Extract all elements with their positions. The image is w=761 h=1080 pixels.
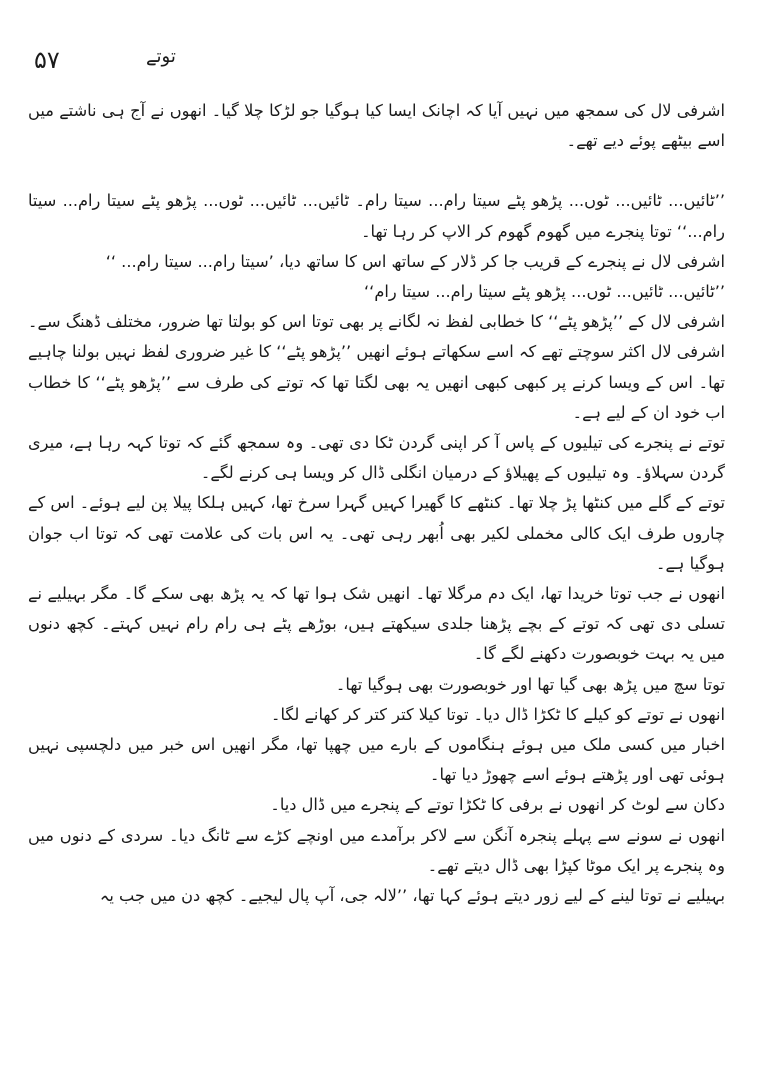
page-number: ۵۷	[34, 46, 60, 74]
paragraph: اشرفی لال نے پنجرے کے قریب جا کر ڈلار کے ساتھ اس کا ساتھ دیا، ’سیتا رام... سیتا رام... ‘‘	[105, 251, 725, 271]
paragraph: دکان سے لوٹ کر انھوں نے برفی کا ٹکڑا توتے کے پنجرے میں ڈال دیا۔	[270, 795, 725, 815]
paragraph: ’’ٹائیں... ٹائیں... ٹوں... پڑھو پٹے سیتا رام... سیتا رام‘‘	[364, 282, 725, 302]
paragraph: بہیلیے نے توتا لینے کے لیے زور دیتے ہوئے کہا تھا، ’’لالہ جی، آپ پال لیجیے۔ کچھ دن میں جب یہ	[99, 886, 725, 906]
paragraph: اشرفی لال کی سمجھ میں نہیں آیا کہ اچانک ایسا کیا ہوگیا جو لڑکا چلا گیا۔ انھوں نے آج ہی ناشتے میں اسے بیٹھے پوئے دیے تھے۔	[28, 101, 725, 151]
page-body	[28, 96, 725, 911]
running-head: توتے	[146, 46, 176, 67]
page-header	[28, 40, 733, 76]
paragraph: ’’ٹائیں... ٹائیں... ٹوں... پڑھو پٹے سیتا رام... سیتا رام۔ ٹائیں... ٹائیں... ٹوں... پڑھو پٹے سیتا رام... سیتا رام...‘‘ توتا پنجرے میں گھوم گھوم کر الاپ کر رہا تھا۔	[28, 191, 725, 241]
paragraph: توتے کے گلے میں کنٹھا پڑ چلا تھا۔ کنٹھے کا گھیرا کہیں گہرا سرخ تھا، کہیں ہلکا پیلا پن لیے ہوئے۔ اس کے چاروں طرف ایک کالی مخملی لکیر بھی اُبھر رہی تھی۔ یہ اس بات کی علامت تھی کہ توتا اب جوان ہوگیا ہے۔	[28, 493, 725, 573]
paragraph: اخبار میں کسی ملک میں ہوئے ہنگاموں کے بارے میں چھپا تھا، مگر انھیں اس خبر میں دلچسپی نہیں ہوئی تھی اور پڑھتے ہوئے اسے چھوڑ دیا تھا۔	[28, 735, 725, 785]
paragraph: انھوں نے جب توتا خریدا تھا، ایک دم مرگلا تھا۔ انھیں شک ہوا تھا کہ یہ پڑھ بھی سکے گا۔ مگر بہیلیے نے تسلی دی تھی کہ توتے کے بچے پڑھنا جلدی سیکھتے ہیں، بوڑھے پٹے ہی رام رام نہیں کہتے۔ کچھ دنوں میں یہ بہت خوبصورت دکھنے لگے گا۔	[28, 584, 725, 664]
paragraph: توتا سچ میں پڑھ بھی گیا تھا اور خوبصورت بھی ہوگیا تھا۔	[335, 674, 725, 694]
paragraph: انھوں نے سونے سے پہلے پنجرہ آنگن سے لاکر برآمدے میں اونچے کڑے سے ٹانگ دیا۔ سردی کے دنوں میں وہ پنجرے پر ایک موٹا کپڑا بھی ڈال دیتے تھے۔	[28, 825, 725, 875]
paragraph: اشرفی لال کے ’’پڑھو پٹے‘‘ کا خطابی لفظ نہ لگانے پر بھی توتا اس کو بولتا تھا ضرور، مختلف ڈھنگ سے۔ اشرفی لال اکثر سوچتے تھے کہ اسے سکھاتے ہوئے انھیں ’’پڑھو پٹے‘‘ کا غیر ضروری لفظ نہیں بولنا چاہیے تھا۔ اس کے ویسا کرنے پر کبھی کبھی انھیں یہ بھی لگتا تھا کہ توتے کی طرف سے ’’پڑھو پٹے‘‘ کا خطاب اب خود ان کے لیے ہے۔	[28, 312, 725, 422]
paragraph: انھوں نے توتے کو کیلے کا ٹکڑا ڈال دیا۔ توتا کیلا کتر کتر کر کھانے لگا۔	[271, 704, 725, 724]
paragraph: توتے نے پنجرے کی تیلیوں کے پاس آ کر اپنی گردن ٹکا دی تھی۔ وہ سمجھ گئے کہ توتا کہہ رہا ہے، میری گردن سہلاؤ۔ وہ تیلیوں کے پھیلاؤ کے درمیان انگلی ڈال کر ویسا ہی کرنے لگے۔	[28, 433, 725, 483]
